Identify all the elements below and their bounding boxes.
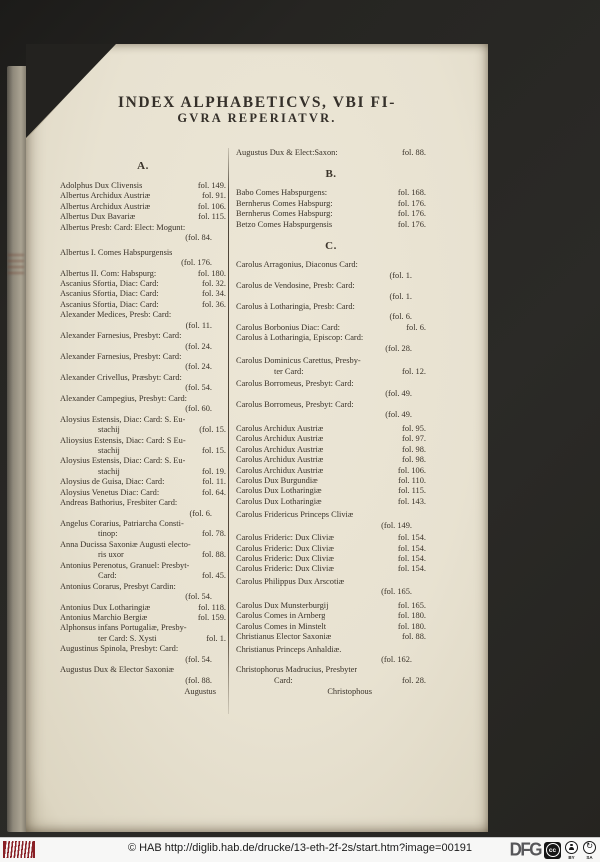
entry-name: stachij <box>98 425 120 435</box>
entry-folio: fol. 154. <box>397 564 426 574</box>
entry-folio: fol. 106. <box>197 201 226 211</box>
entry-folio: fol. 180. <box>397 621 426 631</box>
entry-name: Alexander Crivellus, Præsbyt: Card: <box>60 372 182 382</box>
entry-name: Albertus II. Com: Habspurg: <box>60 268 157 278</box>
entry-name: Albertus Dux Bavariæ <box>60 212 136 222</box>
index-entry-line <box>236 188 426 198</box>
entry-name: Christianus Elector Saxoniæ <box>236 632 332 642</box>
entry-folio: (fol. 6. <box>189 508 212 518</box>
index-entry-line <box>60 331 226 341</box>
cc-sa-icon <box>582 841 597 860</box>
entry-folio: (fol. 11. <box>185 320 212 330</box>
index-entry-line <box>60 509 226 519</box>
entry-name: Carolus Dominicus Carettus, Presby- <box>236 356 361 366</box>
index-entry-line <box>60 233 226 243</box>
index-entry-line <box>236 356 426 366</box>
entry-name: Antonius Marchio Bergiæ <box>60 612 148 622</box>
entry-name: Carolus Archidux Austriæ <box>236 434 324 444</box>
entry-name: ter Card: S. Xysti <box>98 633 157 643</box>
entry-name: Christophorus Madrucius, Presbyter <box>236 665 358 675</box>
entry-folio: fol. 28. <box>402 675 426 685</box>
index-entry-line <box>60 394 226 404</box>
index-entry-line <box>60 550 226 560</box>
catchword: Augustus <box>184 687 216 696</box>
index-entry-line <box>236 260 426 270</box>
index-entry-line <box>60 665 226 675</box>
entry-folio: fol. 78. <box>202 529 226 539</box>
index-entry-line <box>60 373 226 383</box>
entry-name: Albertus Presb: Card: Elect: Mogunt: <box>60 222 186 232</box>
index-column-right <box>236 148 426 698</box>
entry-name: Aloysius Estensis, Diac: Card: S. Eu- <box>60 414 186 424</box>
entry-folio: fol. 176. <box>397 219 426 229</box>
index-entry-line <box>60 456 226 466</box>
cc-circle: cc <box>546 843 560 857</box>
index-entry-line <box>60 181 226 191</box>
index-entry-line <box>60 404 226 414</box>
index-title-line1: INDEX ALPHABETICVS, VBI FI- <box>117 94 397 111</box>
index-entry-line <box>236 344 426 354</box>
index-entry-line <box>60 655 226 665</box>
entry-name: Albertus I. Comes Habspurgensis <box>60 247 173 257</box>
entry-name: Carolus Comes in Minstelt <box>236 621 327 631</box>
index-entry-line <box>60 613 226 623</box>
index-entry-line <box>236 281 426 291</box>
entry-name: Carolus Frideric: Dux Cliviæ <box>236 564 334 574</box>
entry-folio: fol. 115. <box>198 212 226 222</box>
entry-name: Alexander Farnesius, Presbyt: Card: <box>60 352 182 361</box>
cc-sa-label: SA <box>586 854 593 860</box>
index-entry-line <box>236 434 426 444</box>
index-entry-line <box>236 521 426 531</box>
entry-name: Carolus Frideric: Dux Cliviæ <box>236 533 334 543</box>
entry-name: Antonius Dux Lotharingiæ <box>60 602 151 612</box>
entry-folio: (fol. 24. <box>185 341 212 351</box>
index-entry-line <box>236 379 426 389</box>
entry-folio: fol. 98. <box>402 455 426 465</box>
index-entry-line <box>236 676 426 686</box>
entry-name: Alphonsus infans Portugaliæ, Presby- <box>60 623 187 633</box>
entry-name: Augustinus Spinola, Presbyt: Card: <box>60 644 179 654</box>
index-entry-line <box>60 202 226 212</box>
index-entry-line <box>60 300 226 310</box>
entry-name: Betzo Comes Habspurgensis <box>236 219 333 229</box>
index-entry-line <box>236 400 426 410</box>
index-entry-line <box>236 601 426 611</box>
entry-name: Carolus Dux Lotharingiæ <box>236 496 322 506</box>
entry-folio: (fol. 84. <box>185 233 212 243</box>
entry-folio: fol. 165. <box>397 600 426 610</box>
index-entry-line <box>236 622 426 632</box>
entry-name: Aloysius Estensis, Diac: Card: S. Eu- <box>60 456 186 466</box>
entry-name: Carolus Archidux Austriæ <box>236 465 324 475</box>
entry-name: Card: <box>98 571 117 581</box>
entry-name: Carolus Comes in Arnberg <box>236 611 326 621</box>
entry-folio: fol. 110. <box>398 475 426 485</box>
index-column-left <box>60 158 226 697</box>
dfg-logo: DFG <box>509 839 541 860</box>
entry-folio: fol. 32. <box>202 278 226 288</box>
index-entry-line <box>60 529 226 539</box>
entry-name: Carolus Philippus Dux Arscotiæ <box>236 576 345 586</box>
entry-name: Aloysius de Guisa, Diac: Card: <box>60 477 165 487</box>
entry-name: Antonius Corarus, Presbyt Cardin: <box>60 581 176 591</box>
entry-folio: fol. 11. <box>202 477 226 487</box>
section-letter-heading: A. <box>137 160 149 172</box>
entry-name: Angelus Corarius, Patriarcha Consti- <box>60 519 184 528</box>
entry-name: Babo Comes Habspurgens: <box>236 188 328 198</box>
entry-name: stachij <box>98 466 120 476</box>
entry-name: Bernherus Comes Habspurg: <box>236 209 333 219</box>
index-entry-line <box>236 544 426 554</box>
entry-folio: (fol. 28. <box>385 343 412 353</box>
person-icon <box>568 844 575 851</box>
index-entry-line <box>236 323 426 333</box>
scanned-book-page <box>26 44 488 832</box>
entry-folio: fol. 180. <box>197 268 226 278</box>
entry-folio: (fol. 60. <box>185 404 212 414</box>
index-entry-line <box>60 352 226 362</box>
entry-folio: fol. 149. <box>197 181 226 190</box>
entry-folio: (fol. 162. <box>381 654 412 664</box>
index-entry-line <box>60 415 226 425</box>
column-divider-rule <box>228 148 229 714</box>
entry-name: Carolus Fridericus Princeps Cliviæ <box>236 510 354 520</box>
entry-name: Aloysius Venetus Diac: Card: <box>60 487 160 497</box>
index-entry-line <box>60 425 226 435</box>
entry-name: Anna Ducissa Saxoniæ Augusti electo- <box>60 539 191 549</box>
index-entry-line <box>60 603 226 613</box>
entry-folio: fol. 12. <box>402 366 426 376</box>
index-entry-line <box>60 477 226 487</box>
index-entry-line <box>60 446 226 456</box>
index-entry-line <box>236 292 426 302</box>
cc-logo-icon <box>544 842 561 859</box>
index-entry-line <box>236 389 426 399</box>
index-entry-line <box>236 554 426 564</box>
entry-name: stachij <box>98 445 120 455</box>
entry-folio: fol. 64. <box>202 487 226 497</box>
entry-name: Carolus Borromeus, Presbyt: Card: <box>236 399 354 409</box>
index-entry-line <box>236 497 426 507</box>
index-entry-line <box>236 476 426 486</box>
footer-logos <box>510 840 597 860</box>
index-entry-line <box>60 436 226 446</box>
index-entry-line <box>60 519 226 529</box>
index-entry-line <box>236 445 426 455</box>
entry-folio: (fol. 1. <box>389 270 412 280</box>
cc-by-label: BY <box>568 854 575 860</box>
entry-folio: fol. 159. <box>197 612 226 622</box>
index-entry-line <box>60 383 226 393</box>
entry-name: Carolus à Lotharingia, Episcop: Card: <box>236 333 364 343</box>
entry-folio: fol. 98. <box>402 444 426 454</box>
entry-name: Carolus Dux Lotharingiæ <box>236 486 322 496</box>
index-entry-line <box>60 321 226 331</box>
entry-folio: (fol. 6. <box>389 312 412 322</box>
index-entry-line <box>60 561 226 571</box>
entry-name: Carolus Archidux Austriæ <box>236 455 324 465</box>
index-entry-line <box>60 223 226 233</box>
entry-name: Carolus Borromeus, Presbyt: Card: <box>236 379 354 388</box>
entry-folio: fol. 180. <box>397 611 426 621</box>
entry-folio: fol. 1. <box>206 633 226 643</box>
entry-folio: fol. 6. <box>406 322 426 332</box>
entry-folio: fol. 154. <box>397 533 426 543</box>
entry-name: Carolus à Lotharingia, Presb: Card: <box>236 301 355 311</box>
entry-folio: (fol. 1. <box>389 291 412 301</box>
entry-folio: fol. 176. <box>397 209 426 219</box>
entry-folio: fol. 19. <box>202 466 226 476</box>
entry-name: Ascanius Sfortia, Diac: Card: <box>60 278 159 288</box>
entry-name: Augustus Dux & Elect:Saxon: <box>236 148 338 157</box>
index-entry-line <box>236 220 426 230</box>
index-entry-line <box>60 362 226 372</box>
section-letter-heading: C. <box>325 240 337 253</box>
index-entry-line <box>60 582 226 592</box>
entry-folio: (fol. 54. <box>185 654 212 664</box>
index-entry-line <box>60 269 226 279</box>
entry-folio: fol. 143. <box>397 496 426 506</box>
entry-name: Carolus Dux Munsterburgij <box>236 600 329 610</box>
entry-folio: fol. 118. <box>198 602 226 612</box>
index-entry-line <box>236 510 426 520</box>
entry-name: ter Card: <box>274 366 304 376</box>
entry-folio: fol. 91. <box>202 191 226 201</box>
index-entry-line <box>60 592 226 602</box>
index-entry-line <box>60 676 226 686</box>
entry-name: Carolus de Vendosine, Presb: Card: <box>236 281 355 291</box>
entry-name: Albertus Archidux Austriæ <box>60 201 151 211</box>
index-entry-line <box>60 212 226 222</box>
entry-name: ris uxor <box>98 550 124 560</box>
entry-name: Bernherus Comes Habspurg: <box>236 198 333 208</box>
entry-folio: fol. 154. <box>397 554 426 563</box>
entry-name: Carolus Archidux Austriæ <box>236 444 324 454</box>
index-entry-line <box>60 342 226 352</box>
index-entry-line <box>236 486 426 496</box>
index-entry-line <box>236 424 426 434</box>
index-entry-line <box>60 191 226 201</box>
entry-folio: fol. 88. <box>202 550 226 560</box>
entry-folio: fol. 176. <box>397 198 426 208</box>
bleed-through-marginalia <box>8 254 24 276</box>
entry-name: Card: <box>274 675 293 685</box>
entry-name: Antonius Perenotus, Granuel: Presbyt- <box>60 560 190 570</box>
entry-name: Andreas Bathorius, Fresbiter Card: <box>60 498 178 508</box>
index-entry-line <box>236 455 426 465</box>
entry-name: Augustus Dux & Elector Saxoniæ <box>60 665 174 675</box>
index-entry-line <box>60 279 226 289</box>
entry-name: Carolus Frideric: Dux Cliviæ <box>236 543 334 553</box>
index-entry-line <box>236 645 426 655</box>
index-entry-line <box>60 289 226 299</box>
entry-folio: fol. 97. <box>402 434 426 444</box>
index-entry-line <box>236 466 426 476</box>
index-entry-line <box>60 248 226 258</box>
index-entry-line <box>236 587 426 597</box>
index-entry-line <box>236 302 426 312</box>
entry-name: Alexander Campegius, Presbyt: Card: <box>60 393 187 403</box>
entry-folio: fol. 154. <box>397 543 426 553</box>
entry-folio: (fol. 24. <box>185 362 212 372</box>
entry-folio: fol. 88. <box>402 632 426 642</box>
index-entry-line <box>236 333 426 343</box>
entry-folio: (fol. 149. <box>381 520 412 530</box>
index-entry-line <box>60 258 226 268</box>
entry-folio: fol. 168. <box>397 188 426 198</box>
entry-name: Carolus Frideric: Dux Cliviæ <box>236 554 334 563</box>
index-title <box>26 94 488 126</box>
entry-folio: (fol. 15. <box>199 425 226 435</box>
entry-folio: fol. 88. <box>402 148 426 157</box>
entry-folio: fol. 15. <box>202 445 226 455</box>
index-entry-line <box>236 271 426 281</box>
entry-name: Ascanius Sfortia, Diac: Card: <box>60 299 159 309</box>
entry-folio: (fol. 88. <box>185 675 212 685</box>
index-entry-line <box>236 632 426 642</box>
entry-folio: (fol. 54. <box>185 383 212 393</box>
index-entry-line <box>236 312 426 322</box>
index-title-line2: GVRA REPERIATVR. <box>177 111 337 125</box>
index-entry-line <box>236 367 426 377</box>
entry-name: Albertus Archidux Austriæ <box>60 191 151 201</box>
index-entry-line <box>236 577 426 587</box>
entry-name: Carolus Dux Burgundiæ <box>236 475 318 485</box>
index-entry-line <box>236 564 426 574</box>
entry-name: Alioysius Estensis, Diac: Card: S Eu- <box>60 435 186 445</box>
entry-name: Alexander Farnesius, Presbyt: Card: <box>60 331 182 341</box>
index-entry-line <box>236 199 426 209</box>
section-letter-heading: B. <box>325 168 337 181</box>
attribution-text: © HAB http://diglib.hab.de/drucke/13-eth-2f-2s/start.htm?image=00191 <box>127 842 473 854</box>
index-entry-line <box>236 611 426 621</box>
entry-folio: fol. 115. <box>398 486 426 496</box>
previous-page-edge <box>7 66 27 832</box>
index-entry-line <box>60 634 226 644</box>
entry-folio: (fol. 165. <box>381 587 412 597</box>
share-alike-arrow-icon: ↻ <box>585 841 594 852</box>
index-entry-line <box>236 209 426 219</box>
index-entry-line <box>60 488 226 498</box>
index-entry-line <box>236 410 426 420</box>
index-entry-line <box>60 498 226 508</box>
entry-name: Alexander Medices, Presb: Card: <box>60 310 172 320</box>
entry-folio: (fol. 176. <box>181 258 212 268</box>
entry-folio: (fol. 49. <box>385 389 412 399</box>
entry-folio: fol. 34. <box>202 289 226 299</box>
index-entry-line <box>60 644 226 654</box>
index-entry-line <box>60 310 226 320</box>
index-entry-line <box>236 148 426 158</box>
index-entry-line <box>60 467 226 477</box>
index-entry-line <box>236 665 426 675</box>
entry-name: Ascanius Sfortia, Diac: Card: <box>60 289 159 299</box>
entry-folio: (fol. 49. <box>385 410 412 420</box>
entry-name: Carolus Borbonius Diac: Card: <box>236 322 340 332</box>
index-entry-line <box>60 623 226 633</box>
entry-folio: fol. 36. <box>202 299 226 309</box>
entry-name: Carolus Arragonius, Diaconus Card: <box>236 260 358 270</box>
index-entry-line <box>60 571 226 581</box>
index-entry-line <box>60 540 226 550</box>
entry-folio: fol. 95. <box>402 423 426 433</box>
catchword: Christophous <box>327 687 372 697</box>
index-entry-line <box>236 533 426 543</box>
entry-folio: fol. 45. <box>202 571 226 581</box>
entry-name: Christianus Princeps Anhaldiæ. <box>236 644 342 654</box>
entry-name: Adolphus Dux Clivensis <box>60 181 143 190</box>
entry-name: Carolus Archidux Austriæ <box>236 423 324 433</box>
index-entry-line <box>236 655 426 665</box>
entry-name: tinop: <box>98 529 118 539</box>
cc-by-icon <box>564 841 579 860</box>
entry-folio: fol. 106. <box>397 465 426 475</box>
attribution-bar <box>0 837 600 862</box>
entry-folio: (fol. 54. <box>185 592 212 602</box>
